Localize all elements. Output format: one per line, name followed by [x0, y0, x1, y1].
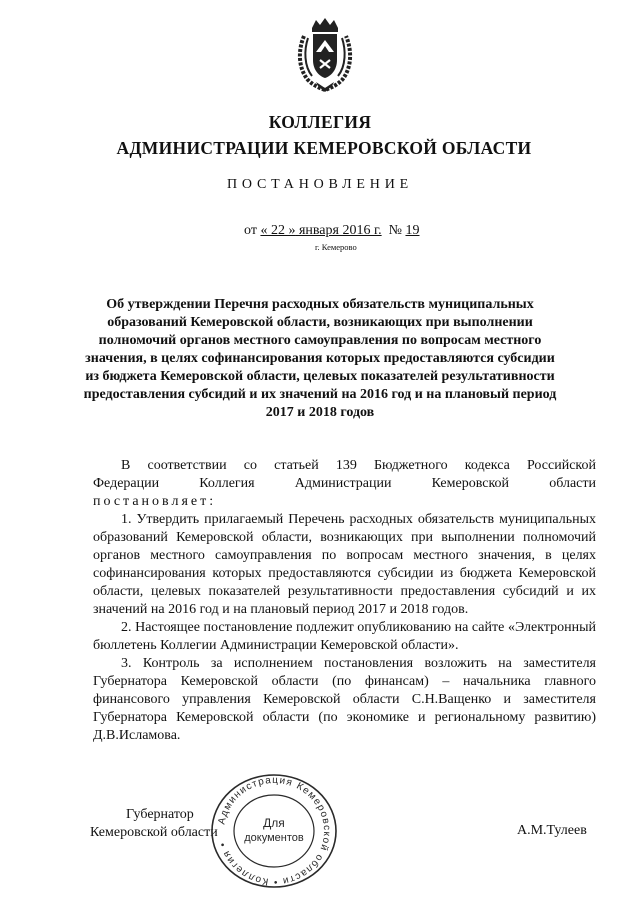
- item-3: 3. Контроль за исполнением постановления возложить на заместителя Губернатора Кемеровской области (по финансам) – начальника главного финансового управления Кемеровской области С.Н.Ващенко и заместителя Губернатора Кемеровской области (по экономике и региональному развитию) Д.В.Исламова.: [93, 656, 596, 743]
- item-1: 1. Утвердить прилагаемый Перечень расходных обязательств муниципальных образований Кемеровской области, возникающих при выполнении полномочий органов местного самоуправления по вопросам местного значения, в целях софинансирования которых предоставляются субсидии из бюджета Кемеровской области, целевых показателей результативности предоставления субсидий и их значений на 2016 год и на плановый период 2017 и 2018 годов.: [93, 512, 596, 617]
- document-body: [93, 457, 596, 745]
- official-seal-stamp: [208, 772, 340, 890]
- signature-name: А.М.Тулеев: [517, 823, 587, 838]
- date-line: [244, 223, 419, 239]
- org-title-line2: АДМИНИСТРАЦИИ КЕМЕРОВСКОЙ ОБЛАСТИ: [116, 138, 532, 158]
- decree-word: постановляет:: [93, 494, 217, 509]
- seal-center-line1: Для: [263, 816, 285, 830]
- org-title-line1: КОЛЛЕГИЯ: [268, 112, 372, 132]
- seal-center-line2: документов: [244, 832, 304, 844]
- preamble-line2: Федерации Коллегия Администрации Кемеровской области: [93, 476, 596, 491]
- signature-position-line1: Губернатор: [126, 807, 194, 822]
- date-prefix: от: [244, 223, 257, 238]
- city: г. Кемерово: [315, 242, 357, 252]
- signature-position: [90, 806, 218, 842]
- document-subject: Об утверждении Перечня расходных обязательств муниципальных образований Кемеровской области, возникающих при выполнении полномочий органов местного самоуправления по вопросам местного значения, в целях софинансирования которых предоставляются субсидии из бюджета Кемеровской области, целевых показателей результативности предоставления субсидий и их значений на 2016 год и на плановый период 2017 и 2018 годов: [83, 297, 557, 420]
- seal-ring-text: Администрация Кемеровской области • Коллегия •: [216, 774, 333, 888]
- coat-of-arms-icon: [296, 16, 354, 94]
- preamble-line1: В соответствии со статьей 139 Бюджетного кодекса Российской: [121, 458, 596, 473]
- item-2: 2. Настоящее постановление подлежит опубликованию на сайте «Электронный бюллетень Коллегии Администрации Кемеровской области».: [93, 620, 596, 653]
- signature-position-line2: Кемеровской области: [90, 825, 218, 840]
- document-number: 19: [405, 223, 420, 238]
- date-day: « 22 »: [260, 223, 296, 238]
- date-month-year: января 2016 г.: [295, 223, 382, 238]
- document-type: ПОСТАНОВЛЕНИЕ: [227, 177, 413, 192]
- number-sign: №: [388, 223, 402, 238]
